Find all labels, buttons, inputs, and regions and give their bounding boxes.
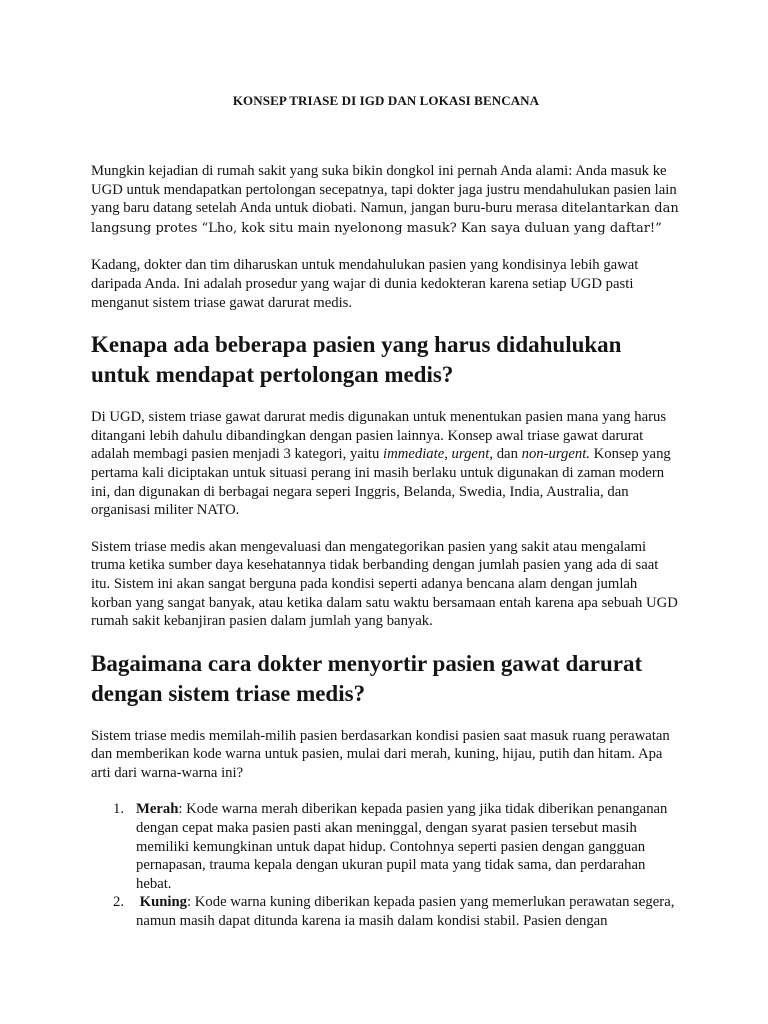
intro-text: Mungkin kejadian di rumah sakit yang suka bikin dongkol ini pernah Anda alami: Anda masuk ke UGD untuk mendapatkan pertolongan secepatnya, tapi dokter jaga justru mendahulukan pasien lain yang baru datang setelah Anda untuk diobati. Namun, jangan buru-buru merasa	[91, 163, 677, 217]
list-item-kuning	[91, 893, 681, 930]
section-heading-why: Kenapa ada beberapa pasien yang harus didahulukan untuk mendapat pertolongan medis?	[91, 332, 622, 388]
document-body	[91, 92, 681, 931]
intro-quote: ditelantarkan dan langsung protes “Lho, kok situ main nyelonong masuk? Kan saya duluan yang daftar!”	[91, 201, 679, 236]
list-number: 1.	[113, 801, 125, 818]
list-item-merah	[91, 800, 681, 893]
triage-nonurgent-italic: non-urgent.	[521, 446, 590, 463]
color-code-intro-paragraph: Sistem triase medis memilah-milih pasien berdasarkan kondisi pasien saat masuk ruang perawatan dan memberikan kode warna untuk pasien, mulai dari merah, kuning, hijau, putih dan hitam. Apa arti dari warna-warna ini?	[91, 727, 670, 781]
triage-text-1: Di UGD, sistem triase gawat darurat medis digunakan untuk menentukan pasien mana yang harus ditangani lebih dahulu dibandingkan dengan pasien lainnya. Konsep awal triase gawat darurat adalah membagi pasien menjadi 3 kategori, yaitu	[91, 409, 667, 463]
list-text: : Kode warna kuning diberikan kepada pasien yang memerlukan perawatan segera, namun masih dapat ditunda karena ia masih dalam kondisi stabil. Pasien dengan	[136, 894, 675, 930]
intro-paragraph	[91, 162, 681, 238]
section-heading-how: Bagaimana cara dokter menyortir pasien gawat darurat dengan sistem triase medis?	[91, 650, 643, 706]
triage-text-2: , dan	[489, 446, 522, 463]
triage-categories-italic: immediate, urgent	[383, 446, 490, 463]
document-title: KONSEP TRIASE DI IGD DAN LOKASI BENCANA	[232, 93, 540, 108]
triage-evaluation-paragraph: Sistem triase medis akan mengevaluasi dan mengategorikan pasien yang sakit atau mengalami truma ketika sumber daya kesehatannya tidak berbanding dengan jumlah pasien yang ada di saat itu. Sistem ini akan sangat berguna pada kondisi seperti adanya bencana alam dengan jumlah korban yang sangat banyak, atau ketika dalam satu waktu bersamaan entah karena apa sebuah UGD rumah sakit kebanjiran pasien dalam jumlah yang banyak.	[91, 538, 678, 630]
list-term: Merah	[136, 801, 179, 818]
list-term: Kuning	[139, 894, 188, 911]
explanation-paragraph: Kadang, dokter dan tim diharuskan untuk mendahulukan pasien yang kondisinya lebih gawat daripada Anda. Ini adalah prosedur yang wajar di dunia kedokteran karena setiap UGD pasti menganut sistem triase gawat darurat medis.	[91, 257, 639, 311]
triage-text-3: Konsep yang pertama kali diciptakan untuk situasi perang ini masih berlaku untuk digunakan di zaman modern ini, dan digunakan di berbagai negara seperi Inggris, Belanda, Swedia, India, Australia, dan organisasi militer NATO.	[91, 446, 671, 519]
color-code-list	[91, 800, 681, 930]
list-number: 2.	[113, 894, 125, 911]
list-text: : Kode warna merah diberikan kepada pasien yang jika tidak diberikan penanganan dengan cepat maka pasien pasti akan meninggal, dengan syarat pasien tersebut masih memiliki kemungkinan untuk dapat hidup. Contohnya seperti pasien dengan gangguan pernapasan, trauma kepala dengan ukuran pupil mata yang tidak sama, dan perdarahan hebat.	[136, 801, 668, 892]
triage-concept-paragraph	[91, 408, 681, 520]
